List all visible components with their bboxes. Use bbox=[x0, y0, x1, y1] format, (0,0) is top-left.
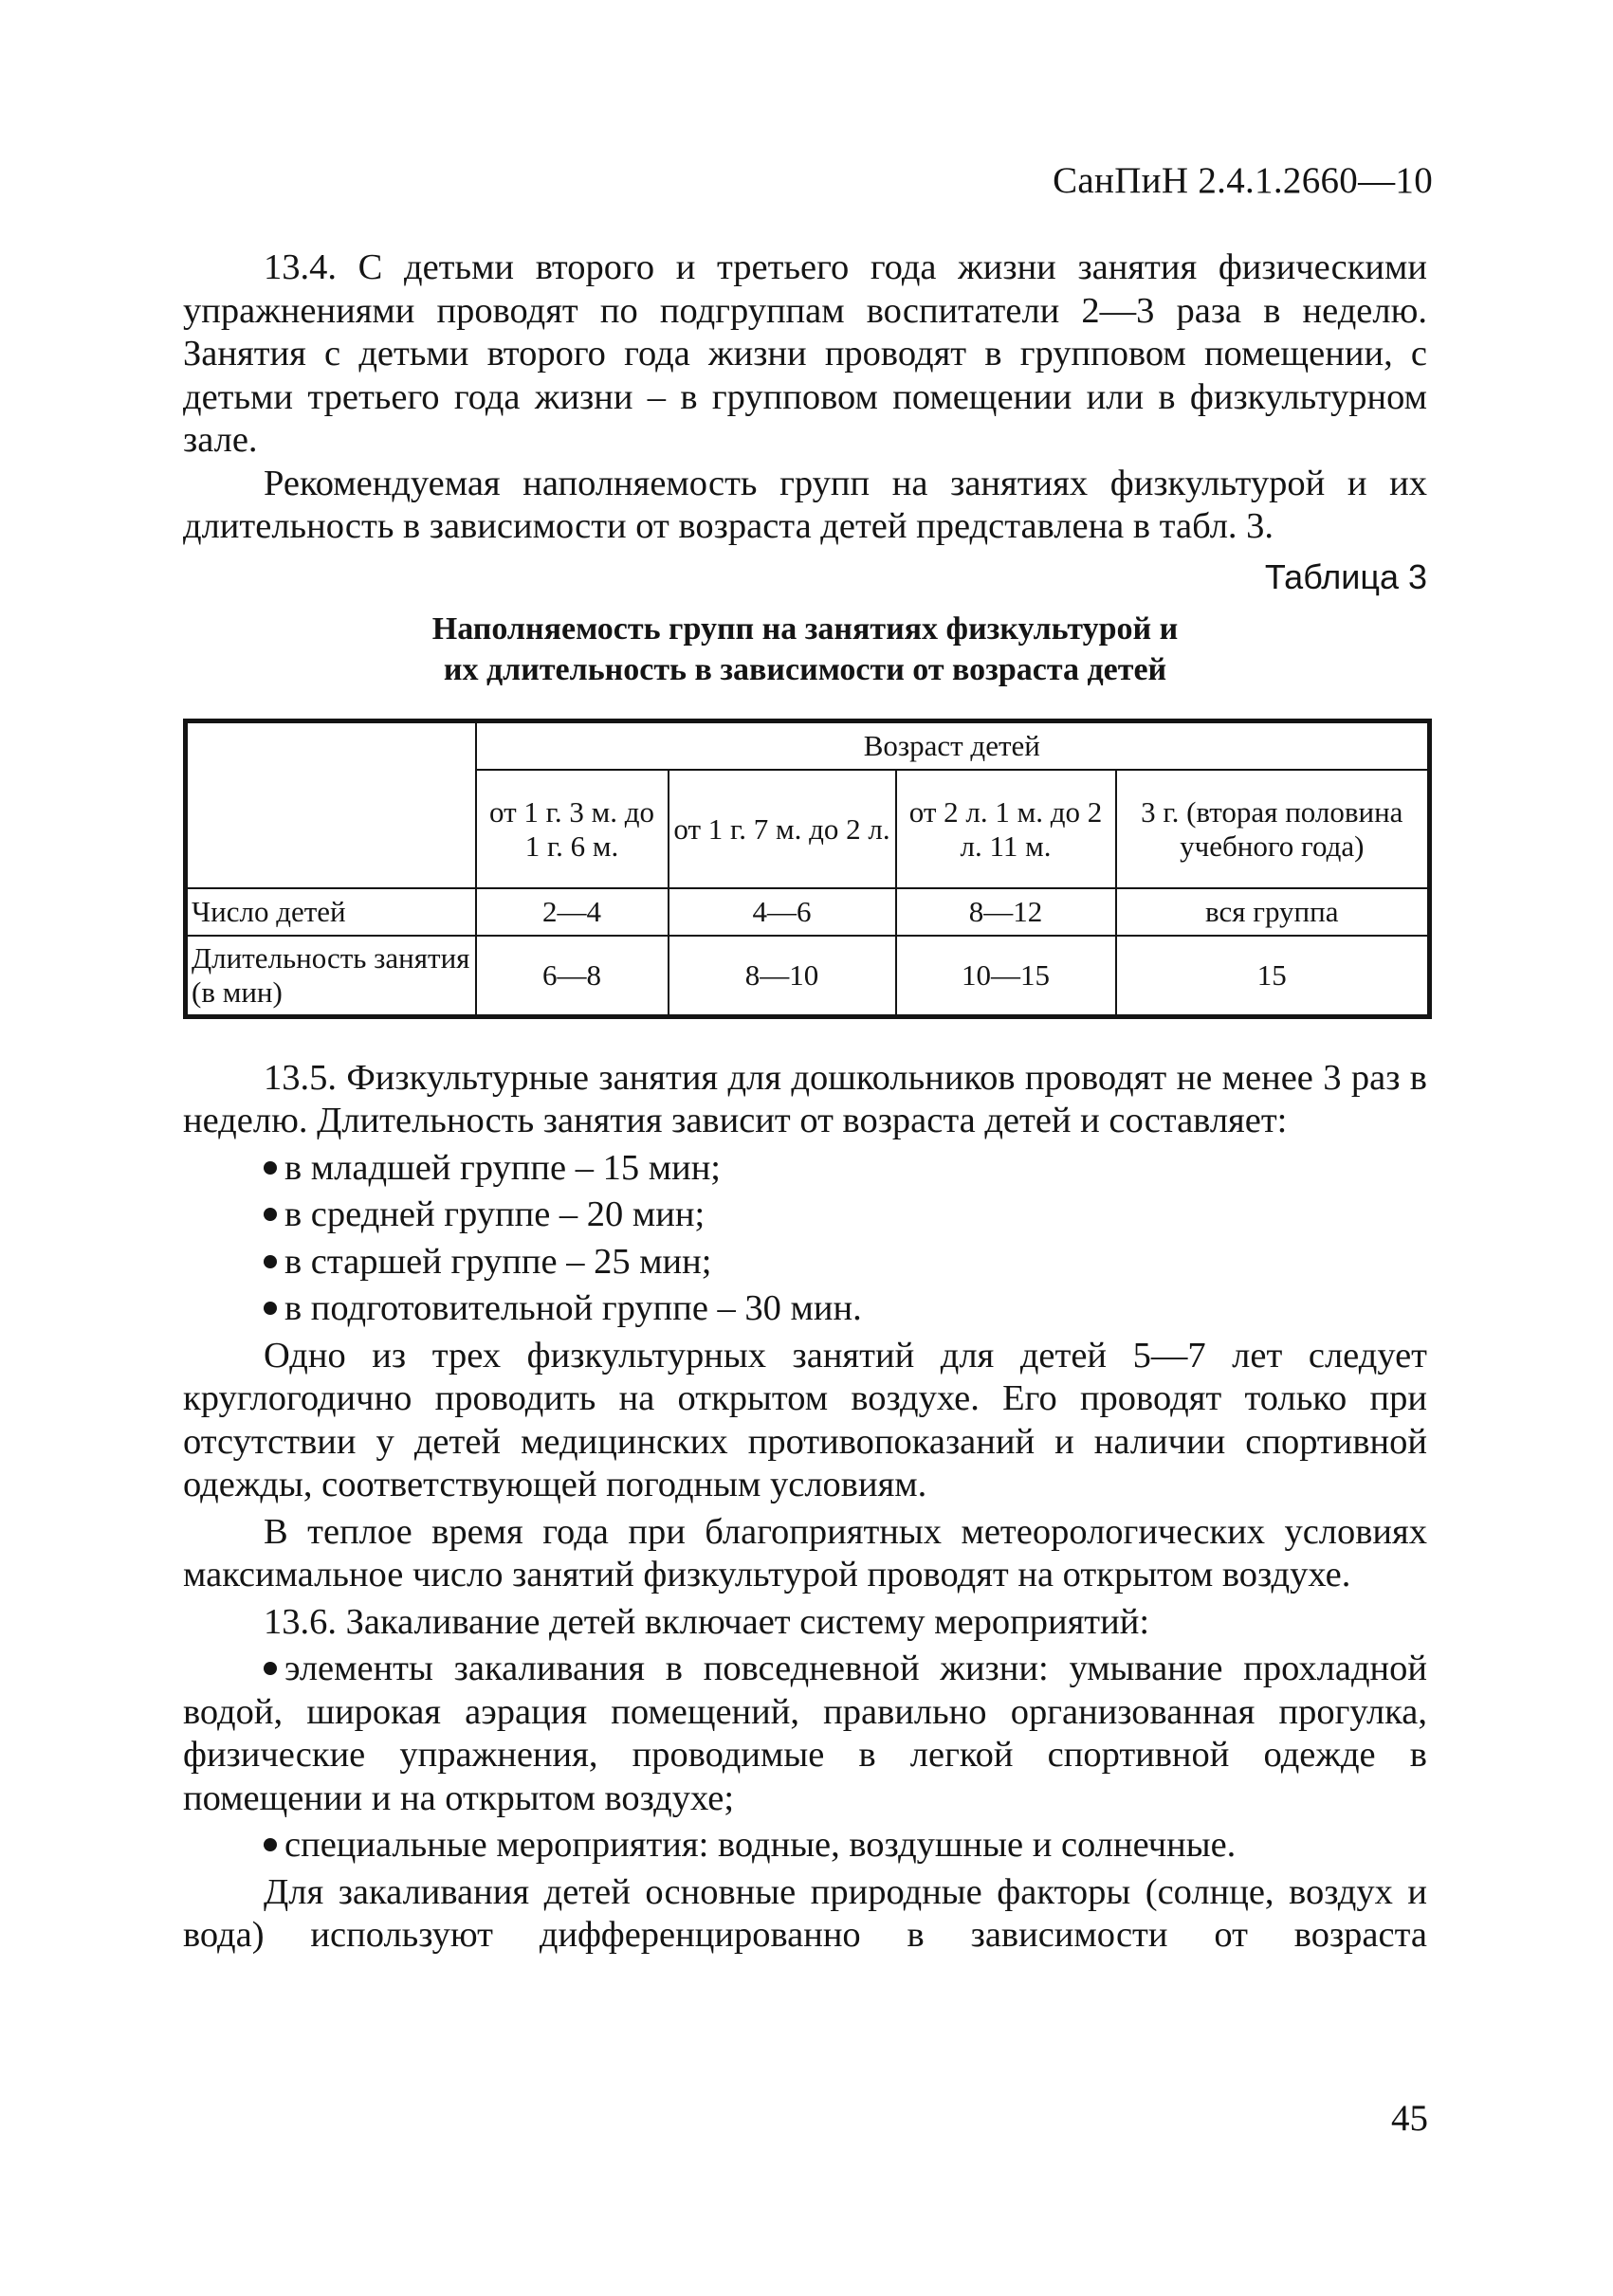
list-item-text: специальные мероприятия: водные, воздушные и солнечные. bbox=[284, 1825, 1237, 1865]
list-item bbox=[183, 1824, 1427, 1868]
table-cell: 8—10 bbox=[669, 936, 896, 1016]
list-item bbox=[183, 1648, 1427, 1820]
table-3 bbox=[183, 719, 1432, 1019]
table-column-header: от 2 л. 1 м. до 2 л. 11 м. bbox=[896, 770, 1116, 888]
table-corner-cell bbox=[186, 720, 476, 888]
document-code: СанПиН 2.4.1.2660—10 bbox=[1053, 160, 1433, 201]
paragraph-13-5: 13.5. Физкультурные занятия для дошкольников проводят не менее 3 раз в неделю. Длительность занятия зависит от возраста детей и составляет: bbox=[183, 1057, 1427, 1140]
table-title bbox=[183, 609, 1427, 690]
table-row bbox=[186, 936, 1430, 1016]
list-item bbox=[183, 1147, 1427, 1191]
list-item bbox=[183, 1241, 1427, 1285]
bullet-icon bbox=[264, 1302, 277, 1315]
bullet-icon bbox=[264, 1208, 277, 1221]
section-13-5 bbox=[183, 1057, 1427, 1597]
table-header-row-1 bbox=[186, 720, 1430, 770]
table-caption: Таблица 3 bbox=[1264, 556, 1427, 596]
table-group-header: Возраст детей bbox=[476, 720, 1430, 770]
bullet-icon bbox=[264, 1161, 277, 1175]
bullet-icon bbox=[264, 1255, 277, 1268]
paragraph-recommended-fill: Рекомендуемая наполняемость групп на занятиях физкультурой и их длительность в зависимости от возраста детей представлена в табл. 3. bbox=[183, 463, 1427, 546]
table-title-line-1: Наполняемость групп на занятиях физкультурой и bbox=[431, 610, 1179, 647]
list-item-text: в средней группе – 20 мин; bbox=[284, 1194, 706, 1234]
bullet-icon bbox=[264, 1662, 277, 1675]
list-item-text: элементы закаливания в повседневной жизни: умывание прохладной водой, широкая аэрация помещений, правильно организованная прогулка, физические упражнения, проводимые в легкой спортивной одежде в помещении и на открытом воздухе; bbox=[183, 1649, 1427, 1818]
list-item-text: в подготовительной группе – 30 мин. bbox=[284, 1288, 862, 1328]
table-row-label: Длительность занятия (в мин) bbox=[186, 936, 476, 1016]
table-cell: 2—4 bbox=[476, 888, 669, 936]
table-cell: 8—12 bbox=[896, 888, 1116, 936]
table-title-line-2: их длительность в зависимости от возраста детей bbox=[443, 651, 1167, 687]
table-row-label: Число детей bbox=[186, 888, 476, 936]
section-13-6 bbox=[183, 1601, 1427, 1958]
table-cell: 10—15 bbox=[896, 936, 1116, 1016]
paragraph-13-4: 13.4. С детьми второго и третьего года жизни занятия физическими упражнениями проводят по подгруппам воспитатели 2—3 раза в неделю. Занятия с детьми второго года жизни проводят в групповом помещении, с детьми третьего года жизни – в групповом помещении или в физкультурном зале. bbox=[183, 247, 1427, 460]
table-cell: 4—6 bbox=[669, 888, 896, 936]
page-number: 45 bbox=[1391, 2098, 1428, 2139]
bullet-icon bbox=[264, 1838, 277, 1851]
list-item bbox=[183, 1194, 1427, 1237]
table-cell: 15 bbox=[1116, 936, 1430, 1016]
list-item bbox=[183, 1287, 1427, 1331]
paragraph-hardening-factors: Для закаливания детей основные природные факторы (солнце, воздух и вода) используют дифференцированно в зависимости от возраста bbox=[183, 1871, 1427, 1955]
table-column-header: от 1 г. 7 м. до 2 л. bbox=[669, 770, 896, 888]
table-column-header: от 1 г. 3 м. до 1 г. 6 м. bbox=[476, 770, 669, 888]
paragraph-warm-season: В теплое время года при благоприятных метеорологических условиях максимальное число занятий физкультурой проводят на открытом воздухе. bbox=[183, 1511, 1427, 1594]
page-content bbox=[183, 246, 1427, 1958]
list-item-text: в старшей группе – 25 мин; bbox=[284, 1241, 712, 1282]
table-cell: вся группа bbox=[1116, 888, 1430, 936]
list-item-text: в младшей группе – 15 мин; bbox=[284, 1147, 721, 1188]
table-column-header: 3 г. (вторая половина учебного года) bbox=[1116, 770, 1430, 888]
paragraph-13-6: 13.6. Закаливание детей включает систему мероприятий: bbox=[264, 1601, 1150, 1642]
table-row bbox=[186, 888, 1430, 936]
table-cell: 6—8 bbox=[476, 936, 669, 1016]
paragraph-outdoor: Одно из трех физкультурных занятий для детей 5—7 лет следует круглогодично проводить на открытом воздухе. Его проводят только при отсутствии у детей медицинских противопоказаний и наличии спортивной одежды, соответствующей погодным условиям. bbox=[183, 1335, 1427, 1504]
